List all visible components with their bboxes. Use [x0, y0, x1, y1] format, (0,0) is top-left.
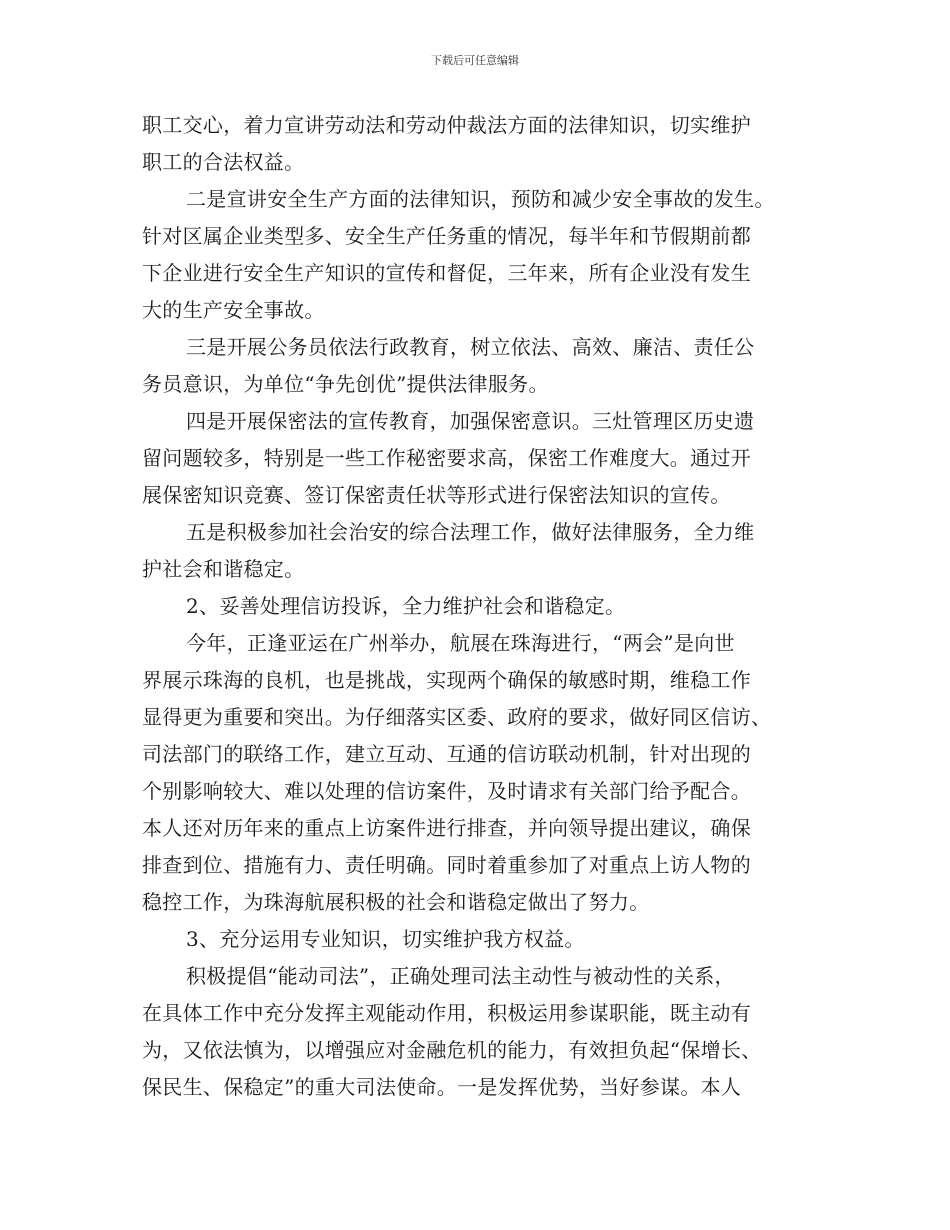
text-line: 大的生产安全事故。	[142, 298, 325, 322]
text-line: 留问题较多，特别是一些工作秘密要求高，保密工作难度大。通过开	[142, 446, 751, 470]
text-line: 针对区属企业类型多、安全生产任务重的情况，每半年和节假期前都	[142, 224, 751, 248]
text-line: 积极提倡“能动司法”，正确处理司法主动性与被动性的关系，	[186, 964, 735, 988]
text-line: 今年，正逢亚运在广州举办，航展在珠海进行，“两会”是向世	[186, 631, 735, 655]
text-line: 稳控工作，为珠海航展积极的社会和谐稳定做出了努力。	[142, 890, 650, 914]
text-line: 2、妥善处理信访投诉，全力维护社会和谐稳定。	[186, 594, 626, 618]
text-line: 二是宣讲安全生产方面的法律知识，预防和减少安全事故的发生。	[186, 187, 775, 211]
text-line: 四是开展保密法的宣传教育，加强保密意识。三灶管理区历史遗	[186, 409, 755, 433]
text-line: 在具体工作中充分发挥主观能动作用，积极运用参谋职能，既主动有	[142, 1001, 751, 1025]
text-line: 司法部门的联络工作，建立互动、互通的信访联动机制，针对出现的	[142, 742, 751, 766]
text-line: 个别影响较大、难以处理的信访案件，及时请求有关部门给予配合。	[142, 779, 751, 803]
text-line: 3、充分运用专业知识，切实维护我方权益。	[186, 927, 585, 951]
text-line: 为，又依法慎为，以增强应对金融危机的能力，有效担负起“保增长、	[142, 1038, 762, 1062]
text-line: 职工的合法权益。	[142, 150, 305, 174]
text-line: 排查到位、措施有力、责任明确。同时着重参加了对重点上访人物的	[142, 853, 751, 877]
text-line: 显得更为重要和突出。为仔细落实区委、政府的要求，做好同区信访、	[142, 705, 772, 729]
text-line: 展保密知识竞赛、签订保密责任状等形式进行保密法知识的宣传。	[142, 483, 731, 507]
text-line: 职工交心，着力宣讲劳动法和劳动仲裁法方面的法律知识，切实维护	[142, 113, 751, 137]
text-line: 下企业进行安全生产知识的宣传和督促，三年来，所有企业没有发生	[142, 261, 751, 285]
page-header-note: 下载后可任意编辑	[431, 54, 519, 67]
text-line: 三是开展公务员依法行政教育，树立依法、高效、廉洁、责任公	[186, 335, 755, 359]
text-line: 本人还对历年来的重点上访案件进行排查，并向领导提出建议，确保	[142, 816, 751, 840]
document-body	[142, 107, 810, 1106]
text-line: 护社会和谐稳定。	[142, 557, 305, 581]
text-line: 保民生、保稳定”的重大司法使命。一是发挥优势，当好参谋。本人	[142, 1075, 742, 1099]
text-line: 界展示珠海的良机，也是挑战，实现两个确保的敏感时期，维稳工作	[142, 668, 751, 692]
text-line: 务员意识，为单位“争先创优”提供法律服务。	[142, 372, 549, 396]
text-line: 五是积极参加社会治安的综合法理工作，做好法律服务，全力维	[186, 520, 755, 544]
